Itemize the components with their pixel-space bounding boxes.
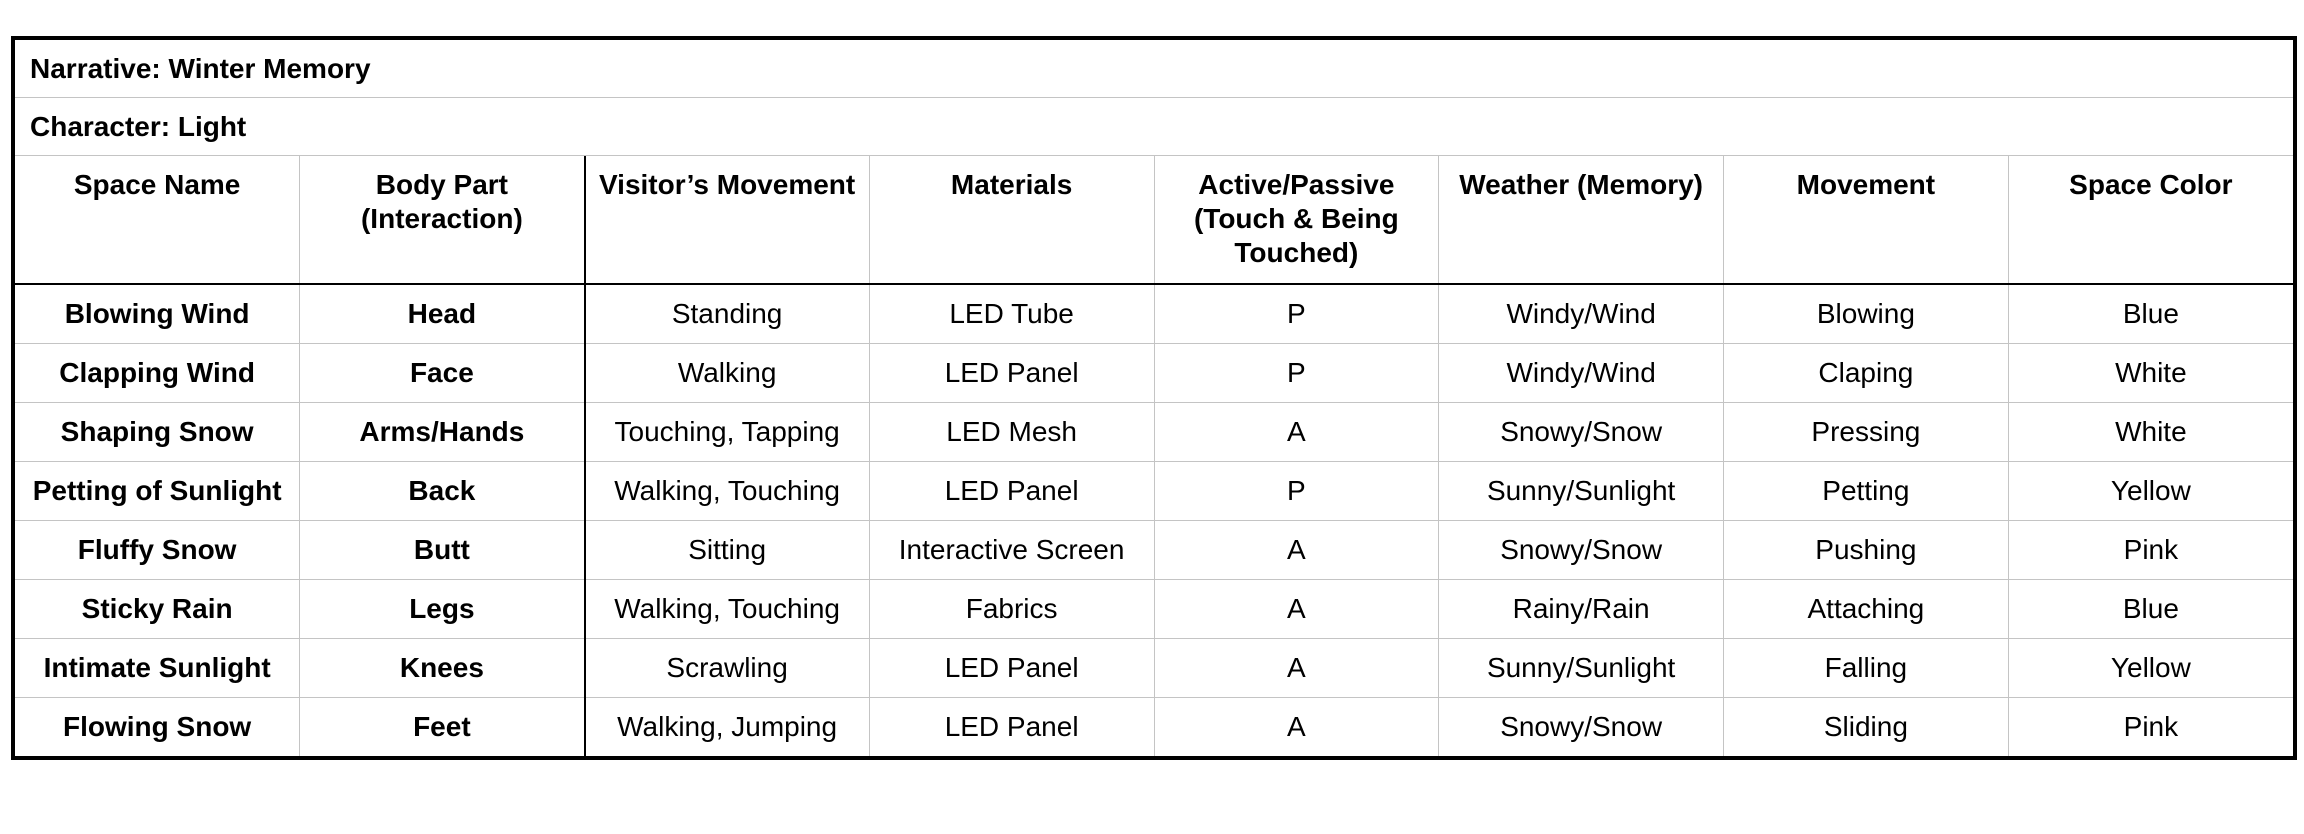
- cell-movement: Blowing: [1724, 284, 2009, 344]
- col-header-weather: Weather (Memory): [1439, 156, 1724, 284]
- col-header-movement: Movement: [1724, 156, 2009, 284]
- cell-materials: Fabrics: [869, 580, 1154, 639]
- cell-active-passive: A: [1154, 698, 1439, 757]
- table-row: [15, 639, 2293, 698]
- cell-materials: LED Mesh: [869, 403, 1154, 462]
- cell-materials: LED Panel: [869, 462, 1154, 521]
- cell-movement: Attaching: [1724, 580, 2009, 639]
- table-row: [15, 403, 2293, 462]
- cell-weather: Sunny/Sunlight: [1439, 639, 1724, 698]
- cell-space-name: Fluffy Snow: [15, 521, 300, 580]
- cell-space-name: Blowing Wind: [15, 284, 300, 344]
- cell-space-name: Clapping Wind: [15, 344, 300, 403]
- table-row: [15, 284, 2293, 344]
- cell-body-part: Legs: [300, 580, 585, 639]
- cell-materials: Interactive Screen: [869, 521, 1154, 580]
- cell-space-color: Yellow: [2008, 462, 2293, 521]
- cell-space-color: Yellow: [2008, 639, 2293, 698]
- col-header-space-color: Space Color: [2008, 156, 2293, 284]
- cell-space-name: Intimate Sunlight: [15, 639, 300, 698]
- col-header-space-name: Space Name: [15, 156, 300, 284]
- cell-body-part: Knees: [300, 639, 585, 698]
- col-header-visitor-movement: Visitor’s Movement: [585, 156, 870, 284]
- header-row: [15, 156, 2293, 284]
- col-header-body-part: Body Part (Interaction): [300, 156, 585, 284]
- cell-space-name: Petting of Sunlight: [15, 462, 300, 521]
- cell-body-part: Butt: [300, 521, 585, 580]
- cell-materials: LED Panel: [869, 698, 1154, 757]
- cell-body-part: Feet: [300, 698, 585, 757]
- cell-space-color: Pink: [2123, 711, 2179, 742]
- cell-weather: Sunny/Sunlight: [1439, 462, 1724, 521]
- cell-weather: Windy/Wind: [1439, 344, 1724, 403]
- cell-space-name: Flowing Snow: [15, 698, 300, 757]
- cell-body-part: Head: [300, 284, 585, 344]
- cell-space-name: Sticky Rain: [15, 580, 300, 639]
- character-title: Character: Light: [15, 98, 2293, 156]
- table-row: [15, 698, 2293, 757]
- cell-visitor-movement: Walking, Touching: [585, 462, 870, 521]
- cell-movement: Falling: [1724, 639, 2009, 698]
- cell-space-name: Shaping Snow: [15, 403, 300, 462]
- cell-visitor-movement: Touching, Tapping: [585, 403, 870, 462]
- cell-space-color: Blue: [2008, 580, 2293, 639]
- col-header-materials: Materials: [869, 156, 1154, 284]
- narrative-title: Narrative: Winter Memory: [15, 40, 2293, 98]
- cell-materials: LED Panel: [869, 344, 1154, 403]
- cell-movement: Petting: [1724, 462, 2009, 521]
- cell-visitor-movement: Scrawling: [585, 639, 870, 698]
- cell-body-part: Arms/Hands: [300, 403, 585, 462]
- cell-materials: LED Panel: [869, 639, 1154, 698]
- cell-space-color: White: [2008, 403, 2293, 462]
- cell-weather: Snowy/Snow: [1439, 698, 1724, 757]
- cell-visitor-movement: Walking, Jumping: [585, 698, 870, 757]
- cell-space-color: White: [2008, 344, 2293, 403]
- col-header-active-passive: Active/Passive (Touch & Being Touched): [1154, 156, 1439, 284]
- cell-active-passive: P: [1154, 284, 1439, 344]
- cell-visitor-movement: Walking, Touching: [585, 580, 870, 639]
- cell-active-passive: A: [1154, 403, 1439, 462]
- data-grid: [15, 156, 2293, 756]
- table-row: [15, 580, 2293, 639]
- cell-active-passive: A: [1154, 521, 1439, 580]
- cell-movement: Pressing: [1724, 403, 2009, 462]
- cell-active-passive: P: [1154, 462, 1439, 521]
- cell-weather: Rainy/Rain: [1439, 580, 1724, 639]
- cell-movement: Sliding: [1724, 698, 2009, 757]
- cell-body-part: Back: [300, 462, 585, 521]
- cell-visitor-movement: Sitting: [585, 521, 870, 580]
- table-row: [15, 462, 2293, 521]
- cell-space-color: Pink: [2008, 521, 2293, 580]
- cell-active-passive: P: [1154, 344, 1439, 403]
- cell-active-passive: A: [1154, 580, 1439, 639]
- cell-visitor-movement: Walking: [585, 344, 870, 403]
- cell-visitor-movement: Standing: [585, 284, 870, 344]
- cell-movement: Claping: [1724, 344, 2009, 403]
- cell-weather: Windy/Wind: [1439, 284, 1724, 344]
- cell-materials: LED Tube: [869, 284, 1154, 344]
- table-row: [15, 521, 2293, 580]
- cell-active-passive: A: [1154, 639, 1439, 698]
- cell-body-part: Face: [300, 344, 585, 403]
- cell-movement: Pushing: [1724, 521, 2009, 580]
- cell-space-color: Blue: [2008, 284, 2293, 344]
- table-row: [15, 344, 2293, 403]
- cell-weather: Snowy/Snow: [1439, 403, 1724, 462]
- space-mapping-table: [11, 36, 2297, 760]
- cell-weather: Snowy/Snow: [1439, 521, 1724, 580]
